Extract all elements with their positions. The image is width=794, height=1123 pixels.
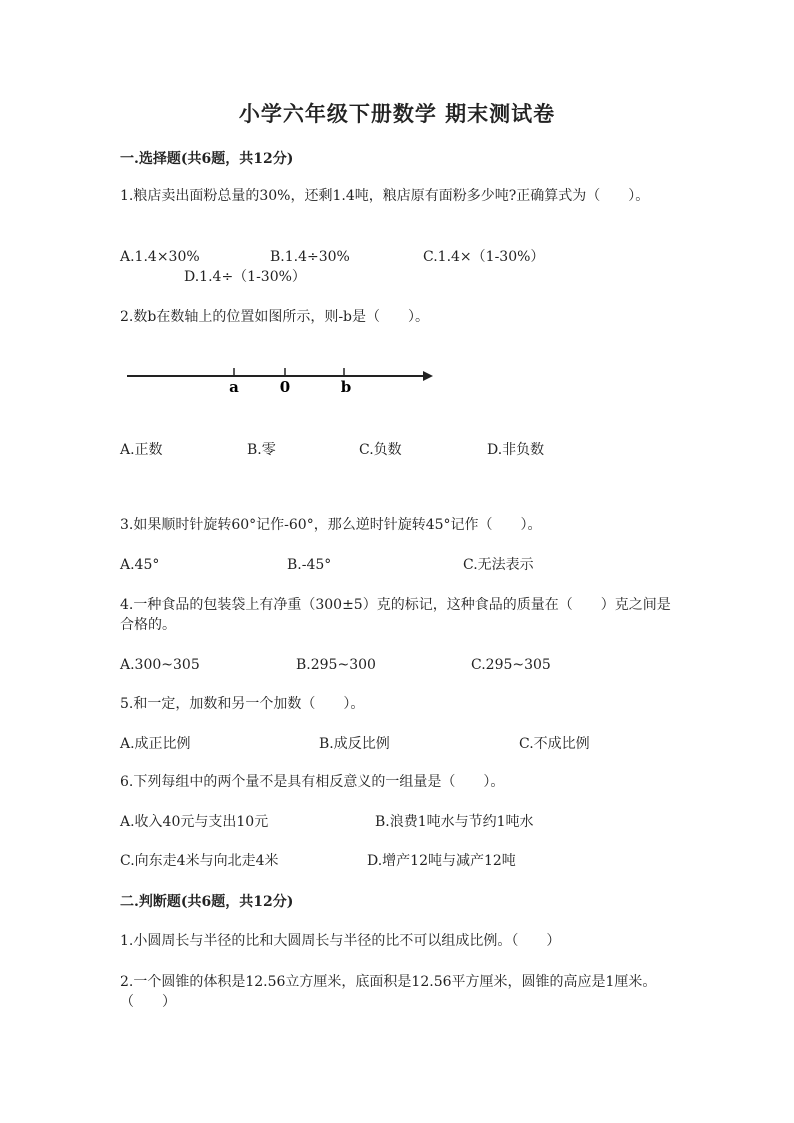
page-title: 小学六年级下册数学 期末测试卷 [238, 101, 556, 126]
q3-option-b: B.-45° [287, 557, 332, 573]
q5-option-b: B.成反比例 [319, 736, 390, 752]
q3-option-a: A.45° [120, 557, 160, 573]
q2-option-c: C.负数 [359, 442, 402, 458]
number-line-arrow-icon [423, 371, 433, 381]
question-6: 6.下列每组中的两个量不是具有相反意义的一组量是（ ）。 [120, 774, 505, 790]
q4-option-c: C.295~305 [471, 657, 551, 673]
q1-option-d: D.1.4÷（1-30%） [184, 269, 306, 285]
question-5: 5.和一定，加数和另一个加数（ ）。 [120, 696, 365, 712]
q6-option-d: D.增产12吨与减产12吨 [367, 853, 516, 869]
q2-option-a: A.正数 [120, 442, 163, 458]
question-1: 1.粮店卖出面粉总量的30%，还剩1.4吨，粮店原有面粉多少吨?正确算式为（ ）。 [120, 188, 650, 204]
q6-option-b: B.浪费1吨水与节约1吨水 [375, 814, 534, 830]
judgment-question-2: 2.一个圆锥的体积是12.56立方厘米，底面积是12.56平方厘米，圆锥的高应是1厘米。 （ ） [120, 974, 692, 1010]
q4-option-b: B.295~300 [296, 657, 376, 673]
q1-option-c: C.1.4×（1-30%） [423, 249, 545, 265]
label-b: b [340, 378, 352, 396]
section-heading-judgment: 二.判断题(共6题，共12分) [120, 894, 294, 910]
q6-option-c: C.向东走4米与向北走4米 [120, 853, 279, 869]
q3-option-c: C.无法表示 [463, 557, 534, 573]
number-line-figure [125, 363, 445, 399]
q1-option-b: B.1.4÷30% [270, 249, 350, 265]
q6-option-a: A.收入40元与支出10元 [120, 814, 269, 830]
question-4: 4.一种食品的包装袋上有净重（300±5）克的标记，这种食品的质量在（ ）克之间是合格的。 [120, 597, 671, 633]
q1-option-a: A.1.4×30% [120, 249, 200, 265]
question-3: 3.如果顺时针旋转60°记作-60°，那么逆时针旋转45°记作（ ）。 [120, 517, 542, 533]
q2-option-b: B.零 [247, 442, 276, 458]
q2-option-d: D.非负数 [487, 442, 545, 458]
label-a: a [229, 378, 239, 396]
judgment-question-1: 1.小圆周长与半径的比和大圆周长与半径的比不可以组成比例。（ ） [120, 933, 561, 949]
q5-option-a: A.成正比例 [120, 736, 191, 752]
q4-option-a: A.300~305 [120, 657, 200, 673]
section-heading-choice: 一.选择题(共6题，共12分) [120, 151, 294, 167]
q5-option-c: C.不成比例 [519, 736, 590, 752]
question-2: 2.数b在数轴上的位置如图所示，则-b是（ ）。 [120, 309, 430, 325]
label-zero: 0 [279, 378, 291, 396]
